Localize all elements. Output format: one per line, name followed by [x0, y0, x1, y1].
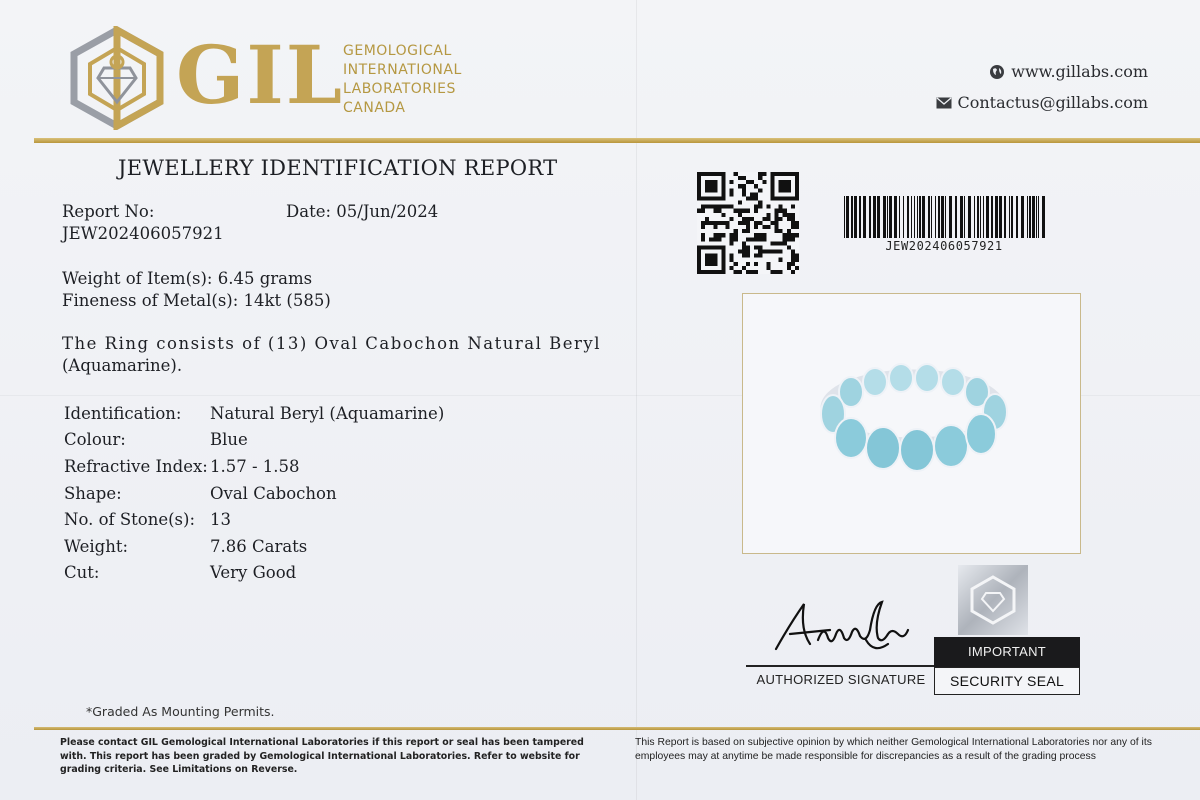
spec-label: No. of Stone(s):	[64, 510, 196, 530]
security-seal-label: SECURITY SEAL	[934, 667, 1080, 695]
item-weight: Weight of Item(s): 6.45 grams	[62, 269, 313, 288]
spec-value: Natural Beryl (Aquamarine)	[210, 403, 445, 423]
description-line: The Ring consists of (13) Oval Cabochon Natural Beryl	[62, 334, 602, 353]
brand-line: LABORATORIES	[343, 81, 456, 97]
spec-label: Weight:	[64, 536, 129, 556]
spec-value: 13	[210, 510, 231, 530]
barcode-number: JEW202406057921	[885, 239, 1003, 253]
item-description	[62, 333, 602, 377]
graded-note: *Graded As Mounting Permits.	[86, 704, 275, 719]
footer-divider	[34, 727, 1200, 730]
spec-row	[64, 427, 444, 454]
spec-label: Colour:	[64, 430, 126, 450]
brand-name: GIL	[176, 28, 344, 122]
report-number: JEW202406057921	[62, 224, 224, 243]
authorized-signature-image	[770, 594, 915, 664]
spec-value: Blue	[210, 430, 248, 450]
fold-crease-vertical	[636, 0, 637, 800]
aquamarine-ring-image	[813, 358, 1013, 478]
spec-row	[64, 506, 444, 533]
spec-value: 7.86 Carats	[210, 536, 308, 556]
website-row[interactable]	[936, 56, 1149, 87]
brand-line: GEMOLOGICAL	[343, 43, 452, 59]
important-label: IMPORTANT	[934, 637, 1080, 667]
report-title: JEWELLERY IDENTIFICATION REPORT	[118, 156, 558, 180]
gil-hexagon-logo-icon	[64, 26, 170, 130]
spec-table	[64, 400, 444, 586]
spec-label: Refractive Index:	[64, 456, 208, 476]
barcode	[842, 196, 1046, 238]
brand-line: CANADA	[343, 100, 406, 116]
spec-row	[64, 560, 444, 587]
spec-row	[64, 400, 444, 427]
footer-tamper-notice: Please contact GIL Gemological International Laboratories if this report or seal has been tampered with. This report has been graded by Gemological International Laboratories. Refer to website for grading criteria. See Limitations on Reverse.	[60, 737, 584, 775]
envelope-icon	[936, 95, 952, 111]
metal-fineness: Fineness of Metal(s): 14kt (585)	[62, 291, 331, 310]
report-number-label: Report No:	[62, 202, 155, 221]
footer-disclaimer: This Report is based on subjective opinion by which neither Gemological International Laboratories nor any of its employees may at anytime be made responsible for discrepancies as a result of the grading process	[635, 737, 1152, 762]
email-row[interactable]	[936, 87, 1149, 118]
header-divider	[34, 138, 1200, 143]
contact-block	[936, 56, 1149, 118]
hologram-seal-icon	[958, 565, 1028, 635]
website-link[interactable]: www.gillabs.com	[1011, 62, 1148, 81]
spec-label: Cut:	[64, 563, 100, 583]
ring-photo	[742, 293, 1081, 554]
report-date: Date: 05/Jun/2024	[286, 202, 439, 221]
email-link[interactable]: Contactus@gillabs.com	[957, 93, 1148, 112]
signature-label: AUTHORIZED SIGNATURE	[756, 672, 926, 687]
spec-value: Oval Cabochon	[210, 483, 337, 503]
brand-full-name	[343, 42, 462, 118]
globe-icon	[989, 64, 1005, 80]
qr-code[interactable]	[697, 172, 799, 274]
spec-row	[64, 533, 444, 560]
spec-label: Shape:	[64, 483, 122, 503]
spec-value: Very Good	[210, 563, 297, 583]
spec-value: 1.57 - 1.58	[210, 456, 300, 476]
spec-row	[64, 453, 444, 480]
spec-row	[64, 480, 444, 507]
spec-label: Identification:	[64, 403, 182, 423]
brand-line: INTERNATIONAL	[343, 62, 462, 78]
description-line: (Aquamarine).	[62, 356, 183, 375]
signature-line	[746, 665, 936, 667]
